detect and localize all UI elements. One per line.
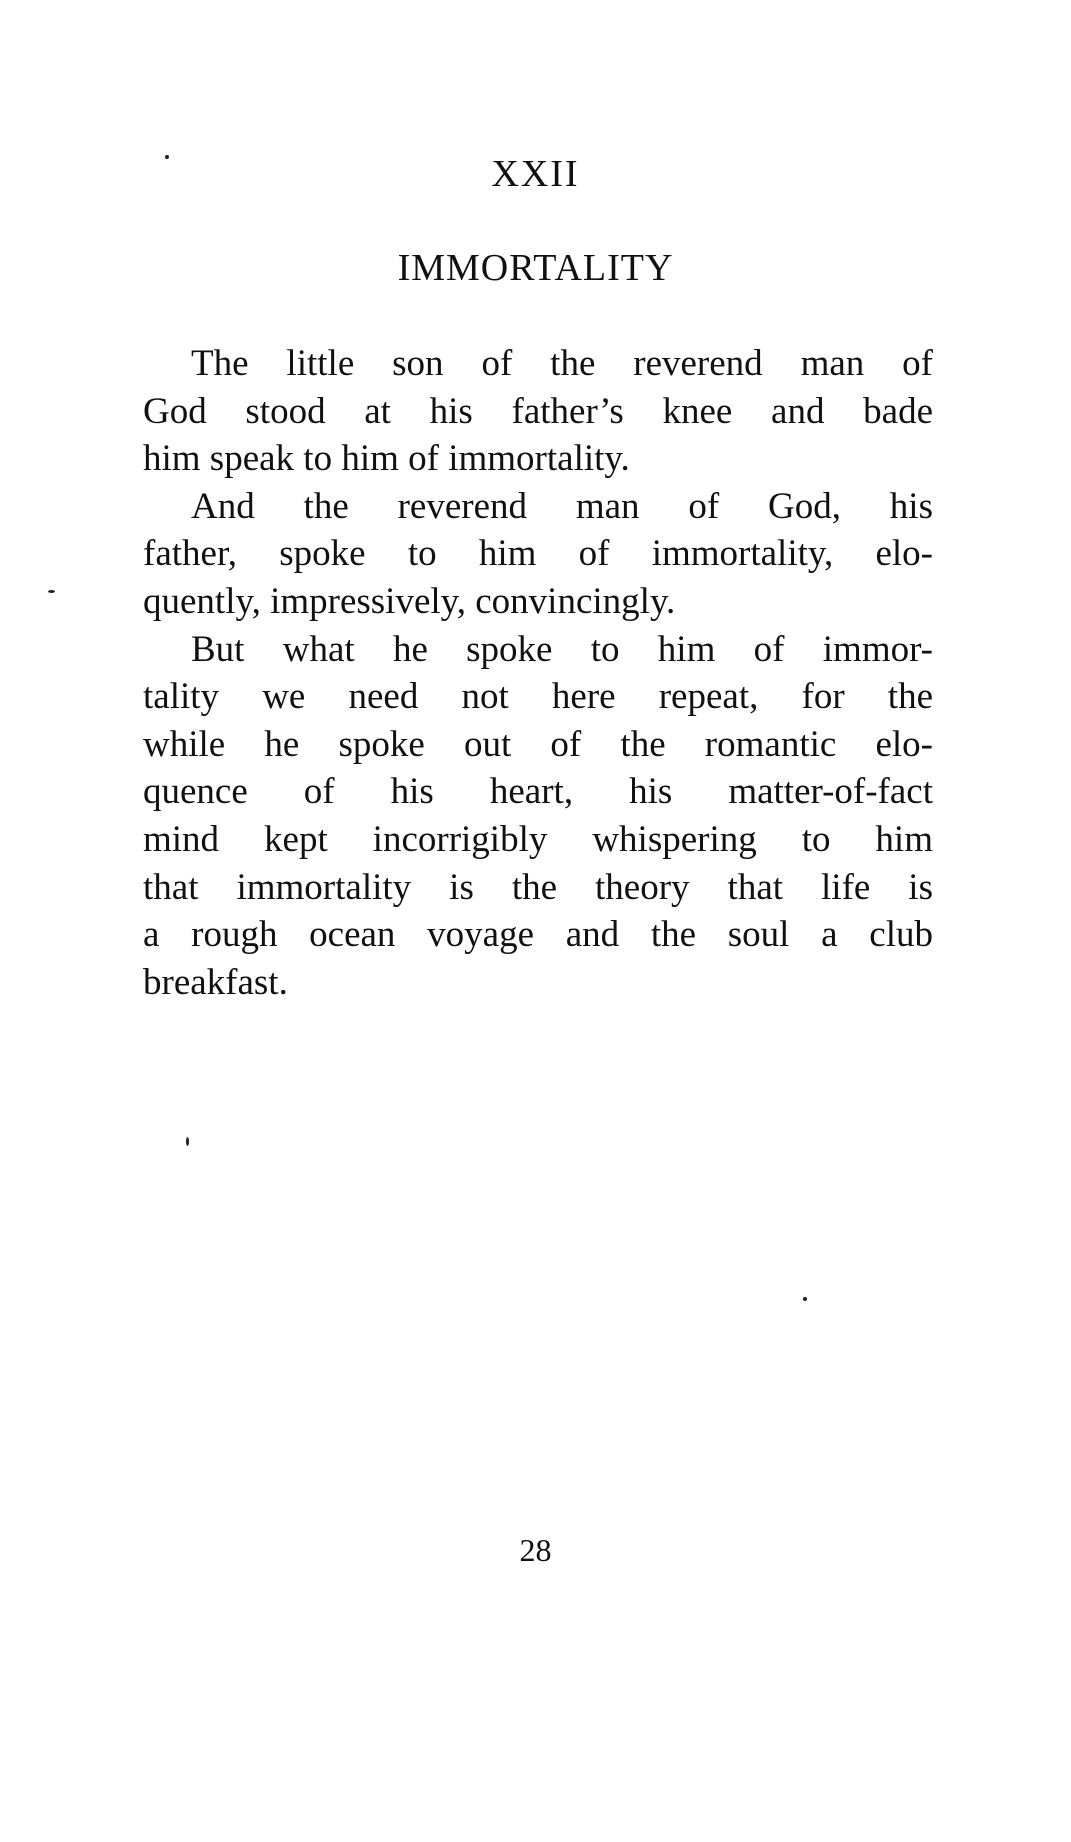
text-line: God stood at his father’s knee and bade (143, 390, 933, 432)
text-line: him speak to him of immortality. (143, 438, 630, 480)
text-line: tality we need not here repeat, for the (143, 676, 933, 718)
scan-speck (803, 1297, 807, 1301)
scan-speck (165, 155, 169, 159)
scan-speck (48, 590, 55, 593)
text-line: a rough ocean voyage and the soul a club (143, 914, 933, 956)
paragraph-2 (143, 483, 933, 626)
text-line: that immortality is the theory that life is (143, 866, 933, 908)
text-line: But what he spoke to him of immor- (191, 628, 933, 670)
chapter-number: XXII (491, 153, 580, 195)
chapter-title: IMMORTALITY (397, 247, 674, 289)
text-line: quence of his heart, his matter-of-fact (143, 771, 933, 813)
paragraph-3 (143, 626, 933, 1007)
paragraph-1 (143, 340, 933, 483)
text-line: And the reverend man of God, his (191, 485, 933, 527)
text-line: quently, impressively, convincingly. (143, 580, 676, 622)
page-number: 28 (519, 1532, 552, 1568)
text-line: The little son of the reverend man of (191, 343, 933, 384)
text-line: father, spoke to him of immortality, elo- (143, 533, 933, 575)
body-text (143, 340, 933, 1006)
scan-speck (186, 1137, 189, 1146)
text-line: mind kept incorrigibly whispering to him (143, 818, 933, 860)
text-line: while he spoke out of the romantic elo- (143, 723, 933, 765)
text-line: breakfast. (143, 961, 288, 1003)
